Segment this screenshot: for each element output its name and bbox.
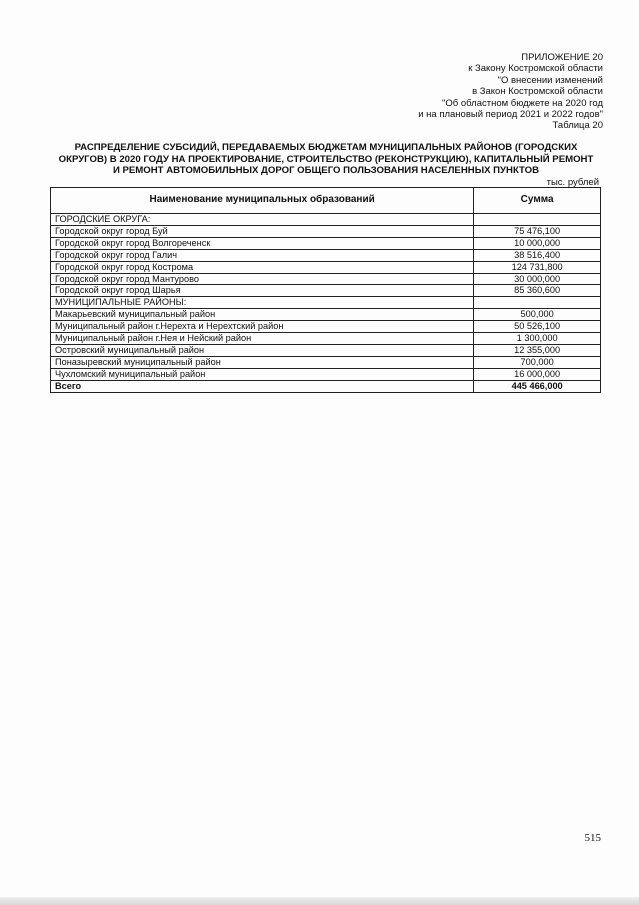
total-row <box>51 380 601 392</box>
table-row <box>51 368 601 380</box>
header-line: к Закону Костромской области <box>468 63 603 75</box>
table-row <box>51 225 601 237</box>
municipality-name: Чухломский муниципальный район <box>51 368 474 380</box>
header-line: в Закон Костромской области <box>472 86 603 98</box>
subsidy-amount <box>474 214 601 226</box>
table-row <box>51 321 601 333</box>
table-row <box>51 285 601 297</box>
title-line: И РЕМОНТ АВТОМОБИЛЬНЫХ ДОРОГ ОБЩЕГО ПОЛЬЗОВАНИЯ НАСЕЛЕННЫХ ПУНКТОВ <box>112 165 540 177</box>
section-row <box>51 214 601 226</box>
subsidy-amount: 50 526,100 <box>474 321 601 333</box>
appendix-header <box>303 52 603 132</box>
municipality-name: Муниципальный район г.Нея и Нейский район <box>51 333 474 345</box>
subsidy-amount: 500,000 <box>474 309 601 321</box>
table-header-row <box>51 188 601 214</box>
table-number: Таблица 20 <box>552 120 603 132</box>
subsidy-amount: 38 516,400 <box>474 249 601 261</box>
municipality-name: Городской округ город Шарья <box>51 285 474 297</box>
table-body <box>51 214 601 393</box>
title-line: РАСПРЕДЕЛЕНИЕ СУБСИДИЙ, ПЕРЕДАВАЕМЫХ БЮДЖЕТАМ МУНИЦИПАЛЬНЫХ РАЙОНОВ (ГОРОДСКИХ <box>74 142 578 153</box>
table-row <box>51 273 601 285</box>
municipality-name: Муниципальный район г.Нерехта и Нерехтский район <box>51 321 474 333</box>
document-title <box>56 142 596 177</box>
title-line: ОКРУГОВ) В 2020 ГОДУ НА ПРОЕКТИРОВАНИЕ, СТРОИТЕЛЬСТВО (РЕКОНСТРУКЦИЮ), КАПИТАЛЬНЫЙ РЕМОНТ <box>58 153 594 165</box>
table-row <box>51 237 601 249</box>
scan-edge <box>0 897 639 905</box>
municipality-name: Городской округ город Галич <box>51 249 474 261</box>
subsidy-amount: 700,000 <box>474 356 601 368</box>
municipality-name: ГОРОДСКИЕ ОКРУГА: <box>51 214 474 226</box>
subsidy-amount: 445 466,000 <box>474 380 601 392</box>
subsidy-amount: 75 476,100 <box>474 225 601 237</box>
municipality-name: МУНИЦИПАЛЬНЫЕ РАЙОНЫ: <box>51 297 474 309</box>
municipality-name: Городской округ город Волгореченск <box>51 237 474 249</box>
table-row <box>51 344 601 356</box>
header-line: и на плановый период 2021 и 2022 годов" <box>418 109 603 121</box>
table-row <box>51 333 601 345</box>
units-label: тыс. рублей <box>546 177 599 188</box>
subsidy-amount: 10 000,000 <box>474 237 601 249</box>
table-row <box>51 261 601 273</box>
municipality-name: Всего <box>51 380 474 392</box>
table-row <box>51 249 601 261</box>
header-line: "Об областном бюджете на 2020 год <box>442 97 603 109</box>
subsidy-amount: 85 360,600 <box>474 285 601 297</box>
header-line: ПРИЛОЖЕНИЕ 20 <box>521 52 603 63</box>
section-row <box>51 297 601 309</box>
municipality-name: Городской округ город Буй <box>51 225 474 237</box>
municipality-name: Городской округ город Кострома <box>51 261 474 273</box>
table-row <box>51 356 601 368</box>
page-number: 515 <box>584 832 601 844</box>
header-line: "О внесении изменений <box>497 74 603 86</box>
column-header-name: Наименование муниципальных образований <box>51 188 474 214</box>
table-row <box>51 309 601 321</box>
subsidy-amount: 12 355,000 <box>474 344 601 356</box>
municipality-name: Макарьевский муниципальный район <box>51 309 474 321</box>
subsidy-amount: 30 000,000 <box>474 273 601 285</box>
municipality-name: Островский муниципальный район <box>51 344 474 356</box>
subsidy-amount <box>474 297 601 309</box>
municipality-name: Поназыревский муниципальный район <box>51 356 474 368</box>
subsidy-amount: 1 300,000 <box>474 333 601 345</box>
subsidy-table <box>50 187 601 393</box>
column-header-sum: Сумма <box>474 188 601 214</box>
subsidy-amount: 16 000,000 <box>474 368 601 380</box>
subsidy-amount: 124 731,800 <box>474 261 601 273</box>
municipality-name: Городской округ город Мантурово <box>51 273 474 285</box>
